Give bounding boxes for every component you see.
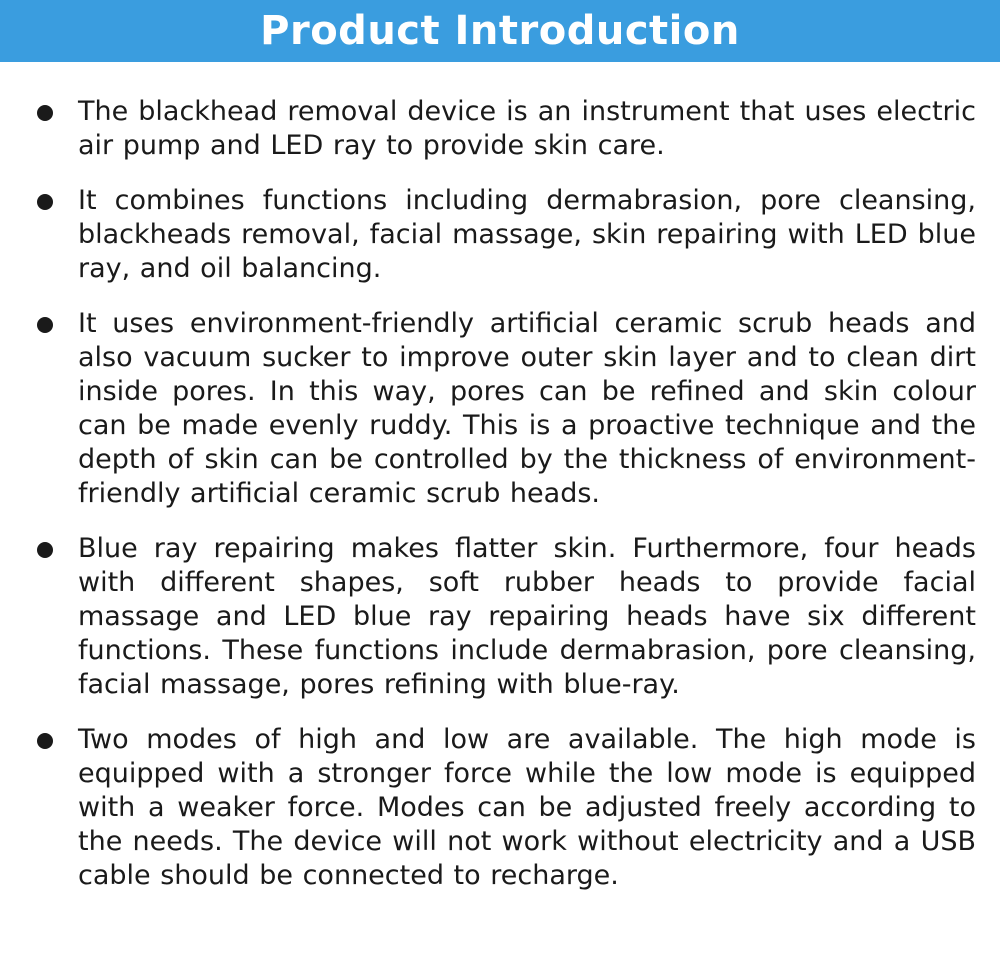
list-item	[0, 532, 1000, 702]
product-introduction-list	[0, 95, 1000, 914]
bullet-icon	[37, 317, 53, 333]
bullet-icon	[37, 542, 53, 558]
list-item	[0, 307, 1000, 511]
bullet-icon	[37, 105, 53, 121]
list-item	[0, 723, 1000, 893]
list-item-text: It uses environment-friendly artificial ceramic scrub heads and also vacuum sucker to improve outer skin layer and to clean dirt inside pores. In this way, pores can be refined and skin colour can be made evenly ruddy. This is a proactive technique and the depth of skin can be controlled by the thickness of environment-friendly artificial ceramic scrub heads.	[78, 308, 976, 509]
page-title: Product Introduction	[260, 8, 740, 54]
header-banner	[0, 0, 1000, 62]
list-item-text: The blackhead removal device is an instrument that uses electric air pump and LED ray to provide skin care.	[78, 96, 976, 161]
list-item-text: Two modes of high and low are available. The high mode is equipped with a stronger force while the low mode is equipped with a weaker force. Modes can be adjusted freely according to the needs. The device will not work without electricity and a USB cable should be connected to recharge.	[78, 724, 976, 891]
list-item-text: It combines functions including dermabrasion, pore cleansing, blackheads removal, facial massage, skin repairing with LED blue ray, and oil balancing.	[78, 185, 976, 284]
list-item	[0, 95, 1000, 163]
list-item	[0, 184, 1000, 286]
bullet-icon	[37, 733, 53, 749]
bullet-icon	[37, 194, 53, 210]
list-item-text: Blue ray repairing makes flatter skin. Furthermore, four heads with different shapes, soft rubber heads to provide facial massage and LED blue ray repairing heads have six different functions. These functions include dermabrasion, pore cleansing, facial massage, pores refining with blue-ray.	[78, 533, 976, 700]
